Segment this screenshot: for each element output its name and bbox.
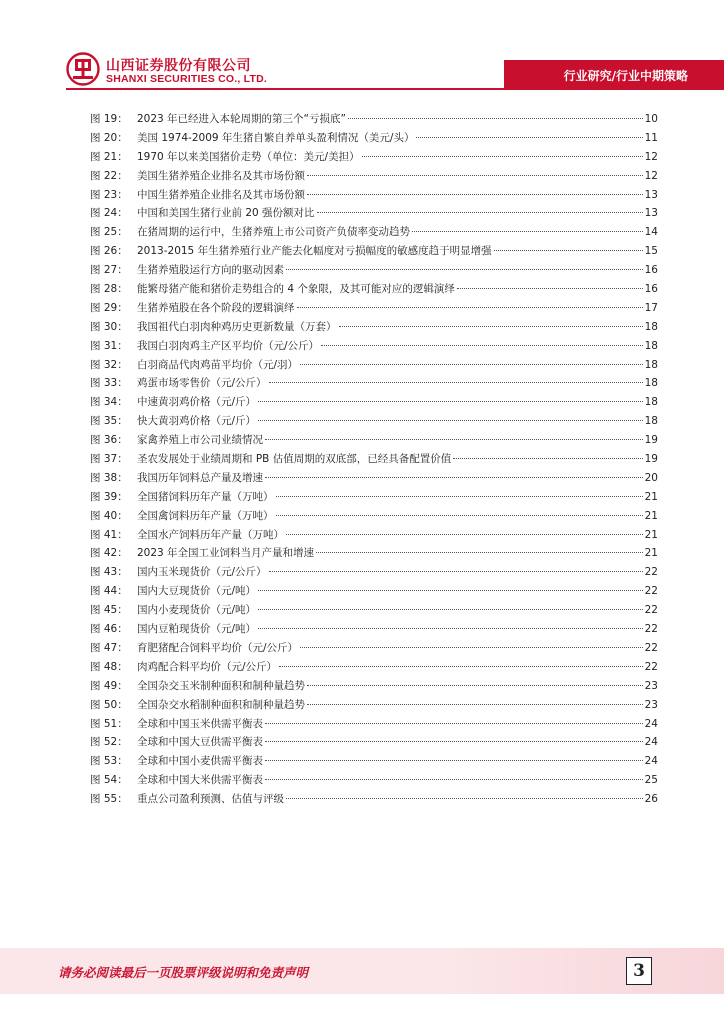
toc-entry-number: 图 32：	[90, 358, 128, 371]
toc-dot-leader	[416, 137, 642, 138]
toc-entry-number: 图 24：	[90, 207, 128, 220]
toc-dot-leader	[265, 723, 643, 724]
toc-entry-page: 18	[644, 377, 658, 390]
toc-entry-page: 21	[644, 509, 658, 522]
toc-dot-leader	[348, 118, 643, 119]
toc-dot-leader	[258, 628, 643, 629]
toc-entry-number: 图 48：	[90, 660, 128, 673]
toc-entry[interactable]	[90, 110, 658, 129]
toc-entry-number: 图 51：	[90, 717, 128, 730]
toc-entry-title: 2023 年全国工业饲料当月产量和增速	[137, 547, 315, 560]
toc-entry[interactable]	[90, 601, 658, 620]
toc-dot-leader	[307, 194, 643, 195]
toc-entry[interactable]	[90, 733, 658, 752]
toc-entry-number: 图 38：	[90, 471, 128, 484]
toc-entry-page: 19	[644, 453, 658, 466]
toc-entry-page: 24	[644, 717, 658, 730]
toc-entry[interactable]	[90, 488, 658, 507]
toc-entry-number: 图 44：	[90, 585, 128, 598]
toc-entry[interactable]	[90, 356, 658, 375]
toc-entry-title: 我国历年饲料总产量及增速	[137, 471, 263, 484]
toc-entry-number: 图 29：	[90, 301, 128, 314]
toc-entry[interactable]	[90, 167, 658, 186]
toc-entry[interactable]	[90, 620, 658, 639]
toc-entry-title: 美国生猪养殖企业排名及其市场份额	[137, 169, 305, 182]
toc-entry-number: 图 46：	[90, 623, 128, 636]
toc-dot-leader	[258, 590, 643, 591]
brand-name-en: SHANXI SECURITIES CO., LTD.	[106, 73, 267, 85]
toc-dot-leader	[307, 685, 643, 686]
toc-entry-number: 图 55：	[90, 793, 128, 806]
toc-entry-title: 育肥猪配合饲料平均价（元/公斤）	[137, 641, 299, 654]
toc-entry-title: 2013-2015 年生猪养殖行业产能去化幅度对亏损幅度的敏感度趋于明显增强	[137, 245, 492, 258]
toc-dot-leader	[494, 250, 643, 251]
toc-dot-leader	[286, 798, 643, 799]
toc-entry-page: 21	[644, 528, 658, 541]
toc-entry-page: 22	[644, 660, 658, 673]
toc-entry[interactable]	[90, 261, 658, 280]
toc-entry-title: 家禽养殖上市公司业绩情况	[137, 434, 263, 447]
toc-entry-title: 生猪养殖股运行方向的驱动因素	[137, 264, 284, 277]
toc-entry[interactable]	[90, 563, 658, 582]
page-footer	[0, 948, 724, 994]
toc-entry-number: 图 50：	[90, 698, 128, 711]
toc-entry-title: 全国水产饲料历年产量（万吨）	[137, 528, 284, 541]
toc-entry-page: 18	[644, 339, 658, 352]
toc-dot-leader	[276, 496, 643, 497]
toc-entry[interactable]	[90, 148, 658, 167]
toc-entry-number: 图 42：	[90, 547, 128, 560]
toc-entry[interactable]	[90, 223, 658, 242]
toc-dot-leader	[321, 345, 643, 346]
toc-dot-leader	[286, 269, 643, 270]
toc-entry[interactable]	[90, 544, 658, 563]
toc-entry-page: 22	[644, 566, 658, 579]
toc-entry-title: 鸡蛋市场零售价（元/公斤）	[137, 377, 267, 390]
toc-dot-leader	[316, 552, 643, 553]
footer-disclaimer: 请务必阅读最后一页股票评级说明和免责声明	[58, 965, 309, 980]
toc-entry-number: 图 39：	[90, 490, 128, 503]
toc-entry-number: 图 40：	[90, 509, 128, 522]
toc-entry-page: 16	[644, 283, 658, 296]
toc-entry[interactable]	[90, 318, 658, 337]
toc-entry-number: 图 36：	[90, 434, 128, 447]
toc-entry-number: 图 22：	[90, 169, 128, 182]
toc-dot-leader	[317, 212, 643, 213]
toc-entry[interactable]	[90, 677, 658, 696]
toc-dot-leader	[269, 571, 643, 572]
toc-entry[interactable]	[90, 582, 658, 601]
brand-name-cn: 山西证券股份有限公司	[106, 58, 251, 74]
figure-list	[90, 110, 658, 809]
toc-entry-title: 美国 1974-2009 年生猪自繁自养单头盈利情况（美元/头）	[137, 131, 415, 144]
toc-entry-number: 图 49：	[90, 679, 128, 692]
toc-entry-page: 23	[644, 679, 658, 692]
toc-dot-leader	[269, 382, 643, 383]
toc-entry-number: 图 34：	[90, 396, 128, 409]
toc-entry[interactable]	[90, 280, 658, 299]
section-tag-label: 行业研究/行业中期策略	[563, 69, 688, 83]
toc-dot-leader	[265, 439, 643, 440]
toc-entry-title: 中速黄羽鸡价格（元/斤）	[137, 396, 257, 409]
toc-entry-title: 2023 年已经进入本轮周期的第三个“亏损底”	[137, 113, 346, 125]
toc-entry-page: 18	[644, 415, 658, 428]
toc-entry-number: 图 43：	[90, 566, 128, 579]
toc-entry-title: 中国和美国生猪行业前 20 强份额对比	[137, 207, 315, 220]
toc-entry-title: 国内大豆现货价（元/吨）	[137, 585, 257, 598]
toc-entry-number: 图 27：	[90, 264, 128, 277]
page-header	[0, 0, 724, 100]
toc-dot-leader	[265, 477, 643, 478]
toc-entry-title: 圣农发展处于业绩周期和 PB 估值周期的双底部，已经具备配置价值	[137, 453, 452, 466]
toc-entry-page: 24	[644, 755, 658, 768]
toc-entry-page: 11	[644, 131, 658, 144]
toc-entry-number: 图 53：	[90, 755, 128, 768]
toc-entry[interactable]	[90, 204, 658, 223]
toc-entry-number: 图 21：	[90, 150, 128, 163]
toc-dot-leader	[339, 326, 643, 327]
toc-entry-page: 21	[644, 490, 658, 503]
toc-dot-leader	[258, 420, 643, 421]
toc-entry[interactable]	[90, 526, 658, 545]
toc-dot-leader	[307, 704, 643, 705]
toc-entry[interactable]	[90, 790, 658, 809]
toc-entry-title: 在猪周期的运行中，生猪养殖上市公司资产负债率变动趋势	[137, 226, 410, 239]
toc-entry-page: 19	[644, 434, 658, 447]
toc-entry-number: 图 26：	[90, 245, 128, 258]
toc-dot-leader	[457, 288, 643, 289]
toc-entry-title: 快大黄羽鸡价格（元/斤）	[137, 415, 257, 428]
toc-entry-title: 全球和中国大豆供需平衡表	[137, 736, 263, 749]
toc-entry-page: 18	[644, 396, 658, 409]
toc-entry[interactable]	[90, 639, 658, 658]
toc-entry-title: 肉鸡配合料平均价（元/公斤）	[137, 660, 278, 673]
toc-entry[interactable]	[90, 186, 658, 205]
toc-entry-title: 国内豆粕现货价（元/吨）	[137, 623, 257, 636]
toc-dot-leader	[265, 760, 643, 761]
toc-dot-leader	[265, 779, 643, 780]
toc-entry[interactable]	[90, 696, 658, 715]
toc-dot-leader	[258, 609, 643, 610]
toc-entry-page: 25	[644, 774, 658, 787]
toc-entry-page: 10	[644, 113, 658, 125]
toc-dot-leader	[453, 458, 642, 459]
toc-entry-title: 全国杂交水稻制种面积和制种量趋势	[137, 698, 305, 711]
toc-entry-page: 22	[644, 585, 658, 598]
toc-entry-title: 中国生猪养殖企业排名及其市场份额	[137, 188, 305, 201]
toc-entry[interactable]	[90, 507, 658, 526]
toc-entry-number: 图 52：	[90, 736, 128, 749]
toc-dot-leader	[300, 647, 643, 648]
toc-entry-page: 23	[644, 698, 658, 711]
toc-entry-page: 18	[644, 358, 658, 371]
toc-entry-page: 13	[644, 188, 658, 201]
toc-entry-title: 全球和中国玉米供需平衡表	[137, 717, 263, 730]
toc-entry-title: 全球和中国大米供需平衡表	[137, 774, 263, 787]
toc-dot-leader	[412, 231, 643, 232]
toc-entry-title: 全国猪饲料历年产量（万吨）	[137, 490, 274, 503]
toc-entry-number: 图 23：	[90, 188, 128, 201]
toc-dot-leader	[307, 175, 643, 176]
toc-entry-title: 全国禽饲料历年产量（万吨）	[137, 509, 274, 522]
toc-entry[interactable]	[90, 658, 658, 677]
toc-entry[interactable]	[90, 393, 658, 412]
toc-entry-title: 我国祖代白羽肉种鸡历史更新数量（万套）	[137, 320, 337, 333]
page-number: 3	[626, 957, 652, 985]
toc-entry[interactable]	[90, 752, 658, 771]
toc-entry-page: 22	[644, 641, 658, 654]
toc-entry-page: 12	[644, 150, 658, 163]
toc-entry-page: 17	[644, 301, 658, 314]
toc-dot-leader	[279, 666, 643, 667]
toc-entry-page: 20	[644, 471, 658, 484]
toc-entry[interactable]	[90, 431, 658, 450]
toc-dot-leader	[297, 307, 643, 308]
toc-entry[interactable]	[90, 469, 658, 488]
toc-entry[interactable]	[90, 129, 658, 148]
toc-entry-number: 图 33：	[90, 377, 128, 390]
toc-entry-number: 图 28：	[90, 283, 128, 296]
toc-entry[interactable]	[90, 374, 658, 393]
toc-entry-page: 22	[644, 623, 658, 636]
toc-entry[interactable]	[90, 450, 658, 469]
toc-entry[interactable]	[90, 771, 658, 790]
toc-dot-leader	[265, 741, 643, 742]
toc-entry[interactable]	[90, 242, 658, 261]
toc-entry-page: 24	[644, 736, 658, 749]
toc-entry-number: 图 45：	[90, 604, 128, 617]
toc-entry-title: 国内玉米现货价（元/公斤）	[137, 566, 267, 579]
toc-entry[interactable]	[90, 715, 658, 734]
toc-entry-page: 21	[644, 547, 658, 560]
toc-entry-page: 14	[644, 226, 658, 239]
toc-dot-leader	[286, 534, 643, 535]
toc-dot-leader	[300, 364, 643, 365]
toc-dot-leader	[362, 156, 643, 157]
toc-entry-title: 全国杂交玉米制种面积和制种量趋势	[137, 679, 305, 692]
toc-entry-title: 能繁母猪产能和猪价走势组合的 4 个象限，及其可能对应的逻辑演绎	[137, 283, 455, 296]
toc-entry-page: 18	[644, 320, 658, 333]
toc-entry[interactable]	[90, 299, 658, 318]
toc-entry-page: 15	[644, 245, 658, 258]
toc-entry-page: 13	[644, 207, 658, 220]
toc-entry-title: 我国白羽肉鸡主产区平均价（元/公斤）	[137, 339, 320, 352]
toc-entry-number: 图 54：	[90, 774, 128, 787]
toc-entry-number: 图 35：	[90, 415, 128, 428]
toc-entry[interactable]	[90, 412, 658, 431]
toc-entry-number: 图 19：	[90, 113, 128, 125]
toc-entry-title: 白羽商品代肉鸡苗平均价（元/羽）	[137, 358, 299, 371]
toc-entry-number: 图 47：	[90, 641, 128, 654]
toc-entry-number: 图 37：	[90, 453, 128, 466]
toc-entry-title: 国内小麦现货价（元/吨）	[137, 604, 257, 617]
company-logo-icon	[66, 52, 100, 86]
toc-entry-title: 全球和中国小麦供需平衡表	[137, 755, 263, 768]
toc-entry-page: 22	[644, 604, 658, 617]
toc-entry[interactable]	[90, 337, 658, 356]
toc-dot-leader	[276, 515, 643, 516]
toc-entry-page: 16	[644, 264, 658, 277]
toc-entry-number: 图 30：	[90, 320, 128, 333]
toc-entry-page: 26	[644, 793, 658, 806]
toc-entry-title: 重点公司盈利预测、估值与评级	[137, 793, 284, 806]
toc-entry-number: 图 41：	[90, 528, 128, 541]
toc-dot-leader	[258, 401, 643, 402]
toc-entry-number: 图 20：	[90, 131, 128, 144]
toc-entry-page: 12	[644, 169, 658, 182]
toc-entry-title: 1970 年以来美国猪价走势（单位：美元/美担）	[137, 150, 360, 163]
toc-entry-number: 图 25：	[90, 226, 128, 239]
toc-entry-number: 图 31：	[90, 339, 128, 352]
toc-entry-title: 生猪养殖股在各个阶段的逻辑演绎	[137, 301, 295, 314]
header-divider	[66, 88, 724, 90]
